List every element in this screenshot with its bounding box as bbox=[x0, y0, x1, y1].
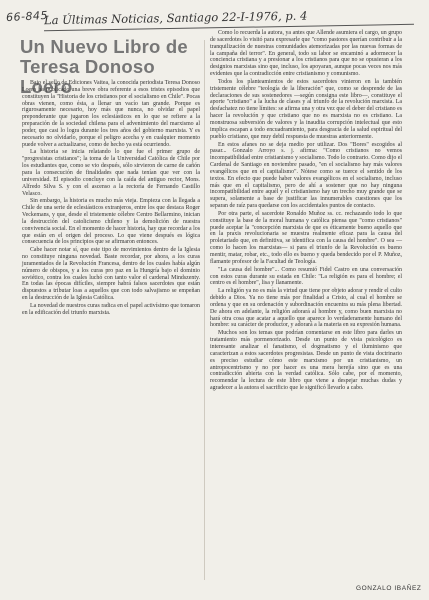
paragraph: Cabe hacer notar sí, que este tipo de movimientos dentro de la Iglesia no constituye ninguna novedad. Baste recordar, por ahora, a los curas juramentados de la Revolución Francesa, dentro de los cuales había algún número de obispos, y a los curas pro paz en la Hungría bajo el dominio soviético, contra los cuales luchó con tanto valor el cardenal Mindszenty. En todas las épocas difíciles, siempre habrá falsos sacerdotes que están dispuestos a tributar loas a aquellos que con todo salvajismo se empeñan en la destrucción de la Iglesia Católica. bbox=[22, 247, 200, 302]
article-byline: GONZALO IBAÑEZ bbox=[356, 585, 422, 592]
paragraph: "La causa del hombre"... Como resumió Fidel Castro en una conversación con estos curas durante su estada en Chile: "La religión es para el hombre; el centro es el hombre", lisa y llanamente. bbox=[210, 266, 402, 287]
paragraph: La historia se inicia relatando lo que fue el primer grupo de "progresistas cristianos"; la toma de la Universidad Católica de Chile por los estudiantes que, como se vio después, sólo sirvieron de carne de cañón para la consecución de finalidades que nada tenían que ver con la universidad. El episodio concluye con la caída del antiguo rector, Mons. Alfredo Silva S. y con el ascenso a la rectoría de Fernando Castillo Velasco. bbox=[22, 149, 200, 197]
paragraph: En estos afanes no se deja medio por utilizar. Dos "Bores" escogidos al pasar... Gonzalo Arroyo s. j. afirma: "Como cristianos no vemos incompatibilidad entre cristianismo y socialismo. Todo lo contrario. Como dijo el Cardenal de Santiago en noviembre pasado, "en el socialismo hay más valores evangélicos que en el capitalismo". Nótese como se tuerce el sentido de los textos. En efecto que puede haber valores evangélicos en el socialismo, incluso más que en el capitalismo, pero de ahí a sostener que no hay ninguna incompatibilidad entre aquél y el cristianismo hay un trecho muy grande que se supera, solamente a base de justificar las innumerables cuestiones que los separan de raíz para quedarse con los accidentales puntos de contacto. bbox=[210, 141, 402, 210]
handwritten-source-note: La Últimas Noticias, Santiago 22-I-1976, p. 4 bbox=[43, 8, 308, 28]
paragraph: La novedad de nuestros curas radica en el papel activísimo que tomaron en la edificación del triunfo marxista. bbox=[22, 303, 200, 316]
paragraph: Muchos son los temas que podrían comentarse en este libro para darles un tratamiento más pormenorizado. Desde un punto de vista psicológico es interesante analizar el fanatismo, el dogmatismo y el iluminismo que caracterizan a estos sacerdotes progresistas. Desde un punto de vista doctrinario es preciso estudiar cómo este marxismo por un cristianismo, un antropocentrismo y no por hacer es una mera herejía sino que es una contradicción abierta con la verdad católica. Sólo cabe, por el momento, recomendar la lectura de este libro que viene a despejar muchas dudas y agradecer a la autora el sacrificio que le significó llevarlo a cabo. bbox=[210, 330, 402, 392]
paragraph: Por otra parte, el sacerdote Ronaldo Muñoz ss. cc. rechazando todo lo que constituye la base de la moral humana y católica piensa que "como cristianos" puede aceptar la "concepción marxista de que es éticamente bueno aquello que en la praxis revolucionaria se muestra realmente eficaz para la causa del proletariado que, en definitiva, se identifica con la causa del hombre". O sea —como lo hacen los marxistas— si para el triunfo de la Revolución es bueno mentir, matar, robar, etc., todo ello es bueno y queda bendecido por el P. Muñoz, flamante profesor de la Facultad de Teología. bbox=[210, 210, 402, 265]
headline-line-1: Un Nuevo Libro de bbox=[20, 36, 188, 57]
paragraph: Todos los planteamientos de estos sacerdotes vinieron en la también tristemente célebre "teología de la liberación" que, como se desprende de las declaraciones de sus sostenedores —según consigna este libro—, constituye el aporte "cristiano" a la lucha de clases y al triunfo de la revolución marxista. La desfachatez no tiene límites: se afirma una y otra vez que el deber del cristiano es hacer la revolución y que cristiano que no es marxista no es cristiano. La monstruosa subversión de valores y la inaudita corrupción intelectual que esto implica escapan a todo encuadramiento, para desgracia de la salud espiritual del pueblo cristiano, que muy debil respuesta de muestras anteriormente. bbox=[210, 78, 402, 140]
article-column-right bbox=[210, 30, 402, 392]
paragraph: Sin embargo, la historia es mucho más vieja. Empieza con la llegada a Chile de una serie de eclesiásticos extranjeros, entre los que destaca Roger Veckemans, y que, desde el tristemente célebre Centro Bellarmino, inician la destrucción del catolicismo chileno y la demolición de nuestra convivencia social. En el momento de hacer historia, hay que recordar a los que están en el origen del proceso. Lo que viene después es lógica consecuencia de los principios que se afirmaron entonces. bbox=[22, 198, 200, 246]
paragraph: La religión ya no es más la virtud que tiene por objeto adorar y rendir el culto debido a Dios. Ya no tiene más por finalidad a Cristo, al cual el hombre se ordena y que en su ordenación y subordinación encuentra su más plena libertad. De ahora en adelante, la religión adorará al hombre y, como buen marxista no hará otra cosa que acatar a aquello que aparece lo verdaderamente humano del hombre: su carácter de productor, y adorará a la materia en su expresión humana. bbox=[210, 288, 402, 329]
paragraph: Bajo el sello de Ediciones Vaitea, la conocida periodista Teresa Donoso Loero ha publicado una breve obra referente a esos tristes episodios que constituyen la "Historia de los cristianos por el socialismo en Chile". Pocas obras vienen, como ésta, a llenar un vacío tan grande. Porque es rigurosamente necesario, hoy más que nunca, no olvidar el papel preponderante que jugaron los eclesiásticos en lo que se refiere a la preparación de la sociedad chilena para el advenimiento del marxismo al poder, que casi lo logra durante los tres años del gobierno marxista. Y es necesario no olvidarlo, porque el peligro acecha y en cualquier momento puede volver a actualizarse, como de hecho ya está ocurriendo. bbox=[22, 80, 200, 148]
article-column-left bbox=[22, 80, 200, 317]
archive-code-note: 66-845 bbox=[5, 8, 49, 25]
paragraph: Como lo recuerda la autora, ya antes que Allende asumiera el cargo, un grupo de sacerdotes lo visitó para expresarle que "como pastores querían contribuir a la tranquilización de nuestras comunidades atemorizadas por las nuevas formas de la campaña del terror". En general, todo su labor se encaminó a adormecer la conciencia cristiana y a presionar a los cristianos para que no se opusieran a los designios marxistas sino que, incluso, los apoyaran, aunque pocas veces nos más evidentes que la contradicción entre cristianismo y comunismo. bbox=[210, 30, 402, 78]
headline-line-2: Teresa Donoso Loero bbox=[20, 56, 155, 97]
column-divider bbox=[204, 40, 205, 580]
